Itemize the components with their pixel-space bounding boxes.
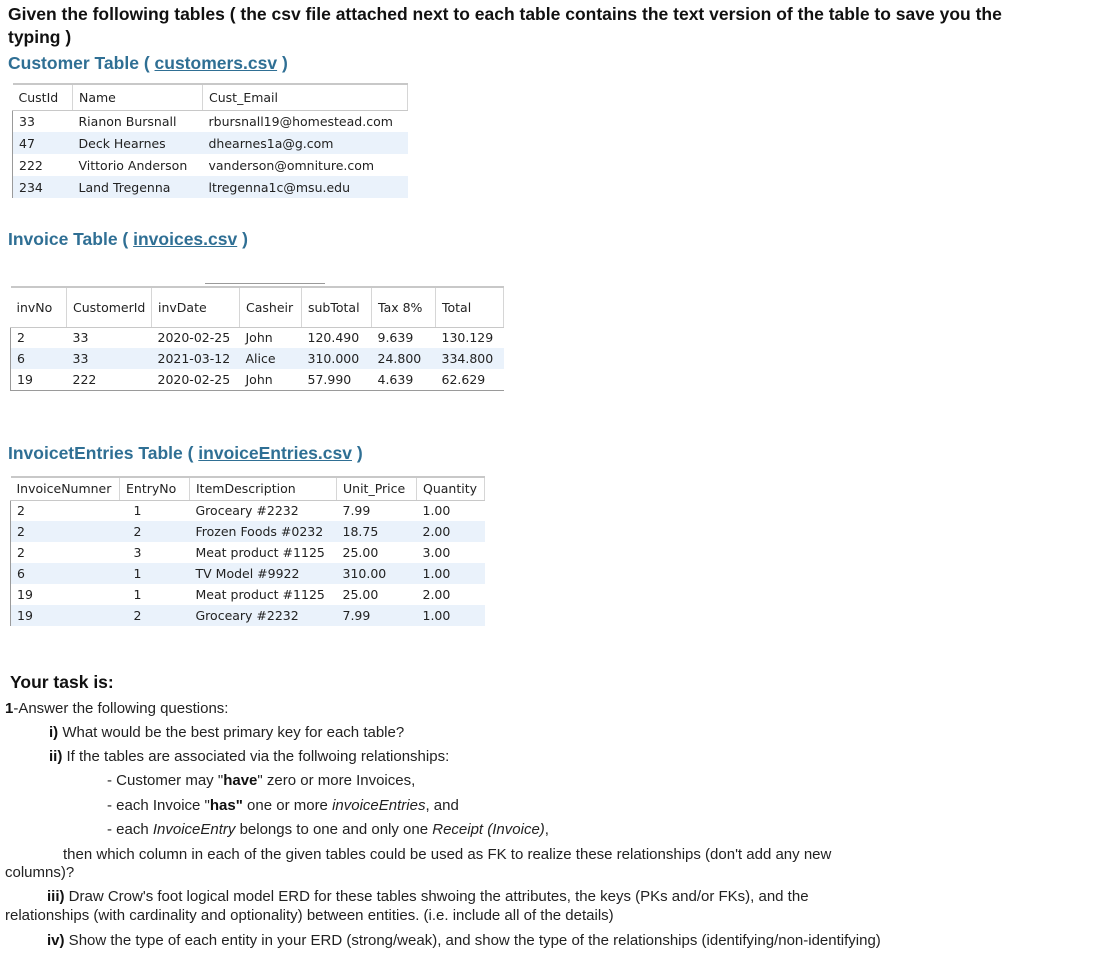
- table-row: [11, 327, 504, 348]
- column-header: EntryNo: [120, 477, 190, 500]
- table-cell: rbursnall19@homestead.com: [208, 113, 393, 129]
- column-header: Casheir: [240, 287, 302, 327]
- column-header: InvoiceNumner: [11, 477, 120, 500]
- table-cell: 1: [133, 503, 142, 519]
- table-cell: vanderson@omniture.com: [208, 157, 375, 173]
- table-cell: 4.639: [377, 371, 414, 387]
- table-cell: 310.000: [302, 348, 372, 369]
- table-cell: 2020-02-25: [157, 330, 231, 346]
- column-header: Name: [73, 84, 203, 110]
- column-header: Cust_Email: [203, 84, 408, 110]
- table-header-row: [11, 477, 485, 500]
- table-row: [13, 176, 408, 198]
- table-row: [11, 521, 485, 542]
- table-cell: 19: [11, 605, 120, 626]
- column-header: invNo: [11, 287, 67, 327]
- table-cell: 25.00: [342, 587, 379, 602]
- table-cell: 120.490: [307, 330, 360, 346]
- table-row: [11, 584, 485, 605]
- table-header-row: [13, 84, 408, 110]
- table-row: [13, 132, 408, 154]
- question-1: 1-Answer the following questions:: [5, 700, 229, 717]
- table-cell: 234: [13, 176, 73, 198]
- table-row: [11, 348, 504, 369]
- table-cell: 130.129: [441, 330, 494, 346]
- table-cell: Groceary #2232: [195, 503, 299, 519]
- table-cell: 7.99: [337, 605, 417, 626]
- table-cell: 334.800: [436, 348, 504, 369]
- table-cell: 19: [11, 369, 67, 390]
- customers-csv-link[interactable]: customers.csv: [154, 53, 278, 73]
- customer-table-label: Customer Table ( customers.csv ): [8, 53, 288, 73]
- table-cell: 310.00: [337, 563, 417, 584]
- table-cell: Alice: [240, 348, 302, 369]
- column-header: invDate: [152, 287, 240, 327]
- column-header: CustomerId: [67, 287, 152, 327]
- table-cell: 2: [120, 605, 190, 626]
- table-cell: 33: [13, 110, 73, 132]
- table-cell: Vittorio Anderson: [78, 157, 188, 173]
- intro-text: Given the following tables ( the csv file attached next to each table contains the text version of the table to save you the typing ): [8, 4, 1002, 47]
- question-iii: iii) Draw Crow's foot logical model ERD for these tables shwoing the attributes, the keys (PKs and/or FKs), and the: [47, 888, 809, 905]
- table-row: [13, 110, 408, 132]
- table-row: [11, 605, 485, 626]
- table-row: [11, 563, 485, 584]
- table-cell: 2: [11, 521, 120, 542]
- table-cell: 62.629: [441, 371, 486, 387]
- table-cell: 2: [11, 500, 120, 521]
- column-header: subTotal: [302, 287, 372, 327]
- column-header: ItemDescription: [190, 477, 337, 500]
- table-cell: Deck Hearnes: [73, 132, 203, 154]
- table-cell: 25.00: [342, 545, 379, 560]
- table-cell: 7.99: [342, 503, 371, 519]
- table-row: [13, 154, 408, 176]
- table-cell: 2: [11, 327, 67, 348]
- column-header: Tax 8%: [372, 287, 436, 327]
- question-iii-continued: relationships (with cardinality and optionality) between entities. (i.e. include all of the details): [5, 907, 614, 924]
- table-cell: 2.00: [422, 587, 451, 602]
- column-header: Quantity: [417, 477, 485, 500]
- column-header: Unit_Price: [337, 477, 417, 500]
- table-cell: Frozen Foods #0232: [190, 521, 337, 542]
- table-cell: 2: [11, 542, 120, 563]
- table-cell: Land Tregenna: [73, 176, 203, 198]
- customer-table: [12, 83, 408, 198]
- table-cell: 19: [11, 584, 120, 605]
- table-cell: John: [245, 371, 273, 387]
- table-cell: 1.00: [422, 503, 451, 519]
- table-cell: 24.800: [372, 348, 436, 369]
- invoices-csv-link[interactable]: invoices.csv: [133, 229, 238, 249]
- relationship-bullet-2: - each Invoice "has" one or more invoiceEntries, and: [107, 797, 459, 814]
- table-cell: 33: [67, 348, 152, 369]
- table-cell: 2020-02-25: [157, 371, 231, 387]
- table-cell: 2021-03-12: [152, 348, 240, 369]
- column-header: CustId: [13, 84, 73, 110]
- table-cell: 1.00: [417, 563, 485, 584]
- table-cell: Meat product #1125: [195, 545, 325, 560]
- table-header-row: [11, 287, 504, 327]
- task-title: Your task is:: [10, 672, 114, 692]
- question-iv: iv) Show the type of each entity in your ERD (strong/weak), and show the type of the relationships (identifying/non-identifying): [47, 932, 881, 949]
- table-cell: Rianon Bursnall: [78, 113, 177, 129]
- table-cell: 222: [72, 371, 97, 387]
- table-cell: 2.00: [417, 521, 485, 542]
- table-cell: 1: [133, 587, 142, 602]
- table-cell: 222: [13, 154, 73, 176]
- table-cell: 2: [120, 521, 190, 542]
- table-cell: Groceary #2232: [190, 605, 337, 626]
- question-ii: ii) If the tables are associated via the follwoing relationships:: [49, 748, 450, 765]
- table-cell: 47: [13, 132, 73, 154]
- table-cell: ltregenna1c@msu.edu: [203, 176, 408, 198]
- table-cell: dhearnes1a@g.com: [203, 132, 408, 154]
- question-ii-continued: then which column in each of the given tables could be used as FK to realize these relationships (don't add any new: [63, 846, 832, 863]
- table-cell: 3.00: [422, 545, 451, 560]
- table-cell: 33: [72, 330, 89, 346]
- divider: [205, 283, 325, 284]
- table-cell: 6: [11, 348, 67, 369]
- table-cell: 18.75: [337, 521, 417, 542]
- table-cell: TV Model #9922: [190, 563, 337, 584]
- table-cell: 6: [11, 563, 120, 584]
- entries-table-label: InvoicetEntries Table ( invoiceEntries.csv ): [8, 443, 363, 463]
- relationship-bullet-3: - each InvoiceEntry belongs to one and only one Receipt (Invoice),: [107, 821, 549, 838]
- table-cell: 1.00: [417, 605, 485, 626]
- question-i: i) What would be the best primary key for each table?: [49, 724, 405, 741]
- relationship-bullet-1: - Customer may "have" zero or more Invoices,: [107, 772, 416, 789]
- invoice-entries-table: [10, 476, 485, 626]
- table-row: [11, 369, 504, 390]
- table-cell: 3: [133, 545, 142, 560]
- column-header: Total: [436, 287, 504, 327]
- question-ii-continued-2: columns)?: [5, 864, 75, 881]
- table-cell: Meat product #1125: [195, 587, 325, 602]
- table-cell: John: [245, 330, 273, 346]
- table-cell: 57.990: [307, 371, 352, 387]
- invoice-table-label: Invoice Table ( invoices.csv ): [8, 229, 248, 249]
- table-row: [11, 500, 485, 521]
- table-cell: 9.639: [377, 330, 414, 346]
- invoice-entries-csv-link[interactable]: invoiceEntries.csv: [198, 443, 352, 463]
- table-cell: 1: [120, 563, 190, 584]
- table-row: [11, 542, 485, 563]
- invoice-table: [10, 286, 504, 391]
